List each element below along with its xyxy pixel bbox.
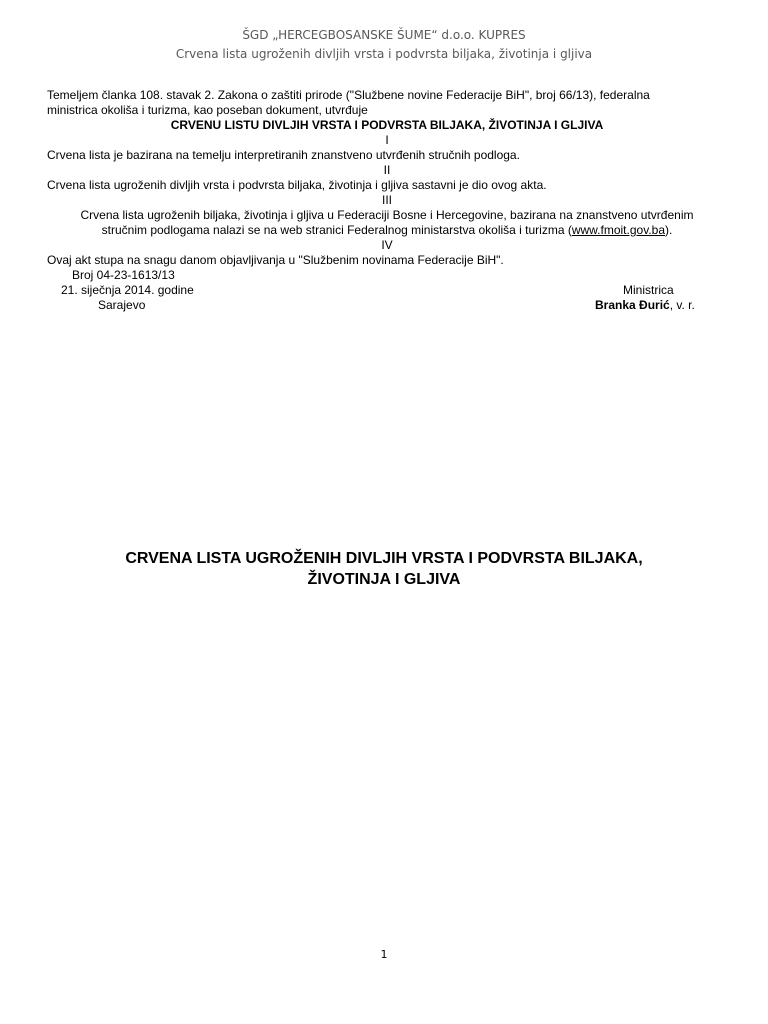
section-numeral-1: I: [385, 133, 389, 147]
signatory-suffix: , v. r.: [669, 298, 695, 312]
document-number: Broj 04-23-1613/13: [72, 268, 175, 282]
preamble-heading: CRVENU LISTU DIVLJIH VRSTA I PODVRSTA BILJAKA, ŽIVOTINJA I GLJIVA: [170, 118, 604, 132]
header-company: ŠGD „HERCEGBOSANSKE ŠUME“ d.o.o. KUPRES: [242, 28, 526, 42]
page-number: 1: [380, 948, 388, 961]
document-title-line-1: CRVENA LISTA UGROŽENIH DIVLJIH VRSTA I PODVRSTA BILJAKA,: [125, 550, 643, 567]
section-text-3-line-1: Crvena lista ugroženih biljaka, životinja i gljiva u Federaciji Bosne i Hercegovine, bazirana na znanstveno utvrđenim: [80, 208, 694, 222]
preamble-line-2: ministrica okoliša i turizma, kao poseban dokument, utvrđuje: [47, 103, 368, 117]
section-text-3-line-2: [47, 223, 727, 238]
preamble-line-1: Temeljem članka 108. stavak 2. Zakona o zaštiti prirode ("Službene novine Federacije BiH", broj 66/13), federalna: [47, 88, 650, 102]
section-numeral-2: II: [383, 163, 391, 177]
section-text-1: Crvena lista je bazirana na temelju interpretiranih znanstveno utvrđenih stručnih podloga.: [47, 148, 520, 162]
signature-row-1: [47, 268, 727, 283]
document-date: 21. siječnja 2014. godine: [61, 283, 194, 297]
document-title-line-2: ŽIVOTINJA I GLJIVA: [307, 571, 461, 588]
section-numeral-3: III: [381, 193, 392, 207]
signatory-role: Ministrica: [623, 283, 674, 297]
decision-text: [47, 88, 727, 313]
document-place: Sarajevo: [98, 298, 146, 312]
section-text-3-before-link: stručnim podlogama nalazi se na web stranici Federalnog ministarstva okoliša i turizma (: [101, 223, 572, 237]
section-text-4: Ovaj akt stupa na snagu danom objavljivanja u "Službenim novinama Federacije BiH".: [47, 253, 504, 267]
section-numeral-4: IV: [381, 238, 393, 252]
signatory: [595, 298, 695, 313]
signatory-name: Branka Đurić: [595, 298, 670, 312]
header-subtitle: Crvena lista ugroženih divljih vrsta i podvrsta biljaka, životinja i gljiva: [175, 47, 593, 61]
section-text-2: Crvena lista ugroženih divljih vrsta i podvrsta biljaka, životinja i gljiva sastavni je dio ovog akta.: [47, 178, 547, 192]
signature-row-3: [47, 298, 727, 313]
section-text-3-after-link: ).: [665, 223, 673, 237]
ministry-website-link[interactable]: www.fmoit.gov.ba: [571, 223, 665, 237]
document-title: [0, 548, 768, 590]
page-header: [0, 26, 768, 64]
signature-row-2: [47, 283, 727, 298]
